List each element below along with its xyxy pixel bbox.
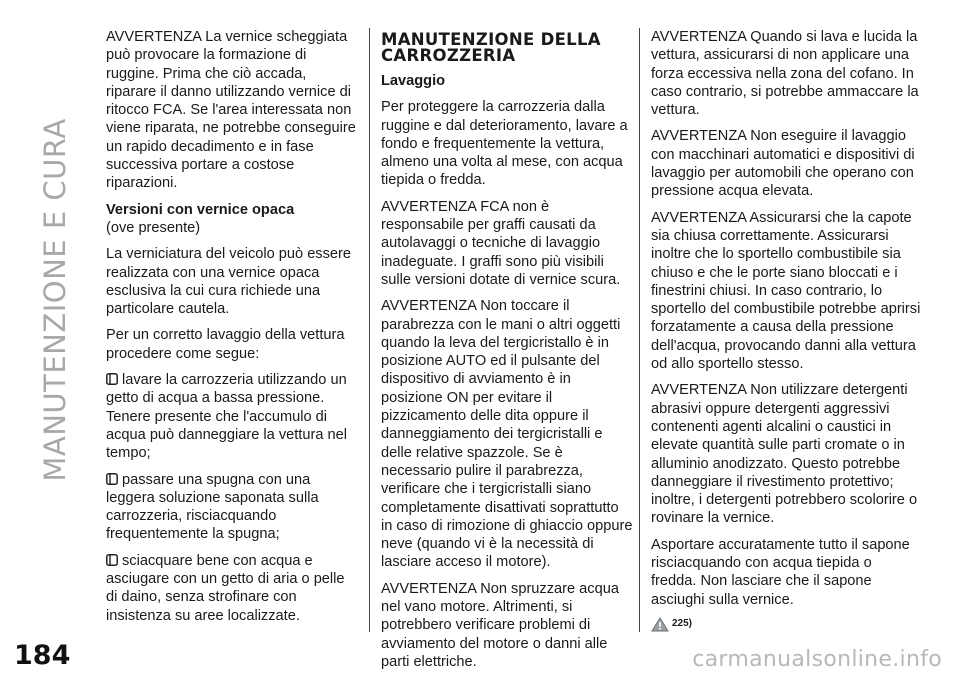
bullet-icon xyxy=(106,473,118,485)
subsection-note: (ove presente) xyxy=(106,219,201,236)
body-paragraph: Per proteggere la carrozzeria dalla ruggine e dal deterioramento, lavare a fondo e frequentemente la vettura, almeno una volta al mese, con acqua tiepida o fredda. xyxy=(381,99,628,189)
bullet-item xyxy=(106,371,358,462)
warning-paragraph: AVVERTENZA Non eseguire il lavaggio con macchinari automatici e dispositivi di lavaggio per automobili che operano con pressione acqua elevata. xyxy=(651,128,915,200)
warning-paragraph: AVVERTENZA FCA non è responsabile per graffi causati da autolavaggi o tecniche di lavaggio inadeguate. I graffi sono più visibili sulle versioni dotate di vernice scura. xyxy=(381,198,621,288)
bullet-text: passare una spugna con una leggera soluzione saponata sulla carrozzeria, risciacquando frequentemente la spugna; xyxy=(106,471,319,543)
warning-paragraph: AVVERTENZA La vernice scheggiata può provocare la formazione di ruggine. Prima che ciò accada, riparare il danno utilizzando vernice di ritocco FCA. Se l'area interessata non viene riparata, ne potrebbe conseguire un rapido decadimento e in fase successiva portare a costose riparazioni. xyxy=(106,29,356,192)
warning-paragraph: AVVERTENZA Non toccare il parabrezza con le mani o altri oggetti quando la leva del tergicristallo è in posizione AUTO ed il pulsante del dispositivo di avviamento è in posizione ON per evitare il pizzicamento delle dita oppure il danneggiamento dei tergicristalli e delle relative spazzole. Se è necessario pulire il parabrezza, verificare che i tergicristalli siano completamente disattivati soprattutto in caso di rimozione di ghiaccio oppure neve (quando vi è la necessità di lasciare acceso il motore). xyxy=(381,298,633,571)
warning-paragraph: AVVERTENZA Non spruzzare acqua nel vano motore. Altrimenti, si potrebbero verificare problemi di avviamento del motore o danni alle parti elettriche. xyxy=(381,580,619,670)
body-paragraph: La verniciatura del veicolo può essere realizzata con una vernice opaca esclusiva la cui cura richiede una particolare cautela. xyxy=(106,246,351,318)
column-middle xyxy=(381,28,633,679)
section-heading: MANUTENZIONE DELLA CARROZZERIA xyxy=(381,30,601,65)
body-paragraph: Asportare accuratamente tutto il sapone risciacquando con acqua tiepida o fredda. Non lasciare che il sapone asciughi sulla vernice. xyxy=(651,536,910,608)
bullet-icon xyxy=(106,373,118,385)
warning-reference xyxy=(651,615,921,633)
section-side-title: MANUTENZIONE E CURA xyxy=(38,118,72,482)
bullet-item xyxy=(106,471,358,544)
subsection-heading: Lavaggio xyxy=(381,73,446,89)
subsection-heading: Versioni con vernice opaca xyxy=(106,201,295,218)
body-paragraph: Per un corretto lavaggio della vettura procedere come segue: xyxy=(106,327,345,362)
column-left xyxy=(106,28,358,633)
warning-triangle-icon xyxy=(651,617,669,632)
warning-paragraph: AVVERTENZA Assicurarsi che la capote sia chiusa correttamente. Assicurarsi inoltre che lo sportello combustibile sia chiuso e che le porte siano bloccati e i finestrini chiusi. In caso contrario, lo sportello del combustibile potrebbe aprirsi forzatamente a causa della pressione dell'acqua, provocando danni alla vettura od allo sportello stesso. xyxy=(651,209,921,373)
column-right xyxy=(651,28,921,633)
warning-paragraph: AVVERTENZA Quando si lava e lucida la vettura, assicurarsi di non applicare una forza eccessiva nella zona del cofano. In caso contrario, si potrebbe ammaccare la vettura. xyxy=(651,29,919,119)
column-divider xyxy=(639,28,640,632)
bullet-icon xyxy=(106,554,118,566)
page-number: 184 xyxy=(14,640,71,671)
watermark: carmanualsonline.info xyxy=(692,647,942,672)
warning-reference-number: 225) xyxy=(672,617,693,629)
bullet-text: sciacquare bene con acqua e asciugare con un getto di aria o pelle di daino, senza strofinare con insistenza su aree localizzate. xyxy=(106,552,345,624)
bullet-item xyxy=(106,552,358,625)
warning-paragraph: AVVERTENZA Non utilizzare detergenti abrasivi oppure detergenti aggressivi contenenti agenti alcalini o caustici in elevate quantità sulle parti cromate o in alluminio anodizzato. Questo potrebbe danneggiare il rivestimento protettivo; inoltre, i detergenti potrebbero scolorire o rovinare la vernice. xyxy=(651,382,918,527)
column-divider xyxy=(369,28,370,632)
subsection-heading-block xyxy=(106,201,358,238)
bullet-text: lavare la carrozzeria utilizzando un getto di acqua a bassa pressione. Tenere presente che l'accumulo di acqua può danneggiare la vettura nel tempo; xyxy=(106,372,347,462)
